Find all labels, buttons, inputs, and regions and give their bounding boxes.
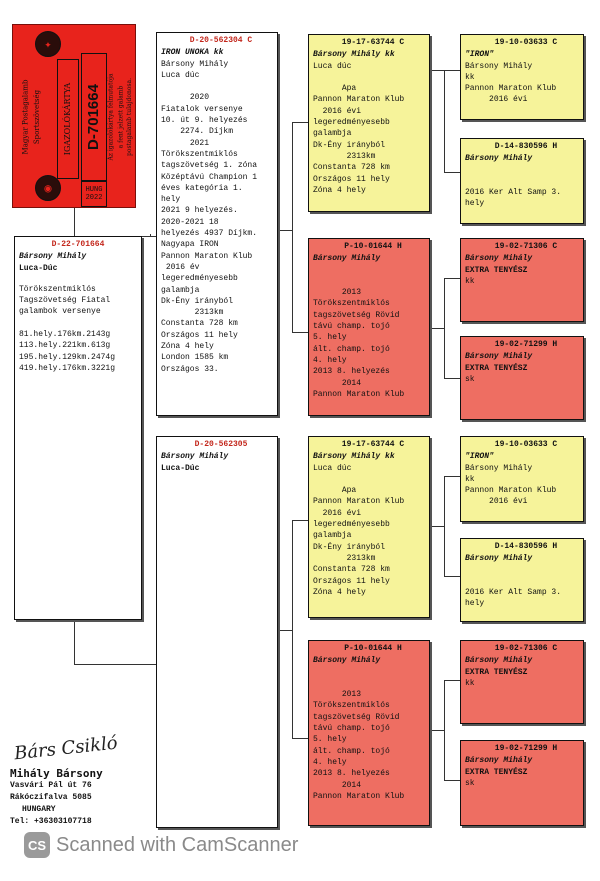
ggp-2-box bbox=[460, 138, 584, 224]
granddam-results: 2013 Törökszentmiklós tagszövetség Rövid távú champ. tojó 5. hely ált. champ. tojó 4. hely 2013 8. helyezés 2014 Pannon Maraton Klub bbox=[313, 288, 405, 399]
subject-results: Törökszentmiklós Tagszövetség Fiatal galambok versenye 81.hely.176km.2143g 113.hely.221km.613g 195.hely.129km.2474g 419.hely.176km.3221g bbox=[19, 284, 116, 373]
ggp-2-owner: Bársony Mihály bbox=[465, 154, 533, 164]
ggp-7-results: kk bbox=[465, 678, 475, 688]
ggp-6-results: 2016 Ker Alt Samp 3. hely bbox=[465, 588, 562, 609]
dam-granddam-owner: Bársony Mihály bbox=[313, 656, 381, 666]
address-street: Vasvári Pál út 76 bbox=[10, 781, 92, 790]
ggp-1-owner: Bársony Mihály bbox=[465, 61, 533, 71]
grandsire-name: Luca dúc bbox=[313, 61, 352, 71]
dam-ring-number: D-20-562305 bbox=[194, 440, 248, 449]
ggp-4-results: sk bbox=[465, 374, 475, 384]
grandsire-results: Apa Pannon Maraton Klub 2016 évi legeredményesebb galambja Dk-Ény irányból 2313km Constanta 728 km Országos 11 hely Zóna 4 hely bbox=[313, 84, 405, 195]
card-title-tag bbox=[57, 59, 79, 179]
ggp-4-ring-number: 19-02-71299 H bbox=[494, 340, 558, 349]
sire-name: Luca dúc bbox=[161, 70, 200, 80]
watermark-text: Scanned with CamScanner bbox=[56, 833, 299, 856]
ggp-6-owner: Bársony Mihály bbox=[465, 554, 533, 564]
address-phone: Tel: +36303107718 bbox=[10, 817, 92, 826]
globe-emblem-icon: ◉ bbox=[35, 175, 61, 201]
ggp-4-box bbox=[460, 336, 584, 420]
ggp-3-extra: EXTRA TENYÉSZ bbox=[465, 265, 528, 275]
dam-box bbox=[156, 436, 278, 828]
ggp-6-box bbox=[460, 538, 584, 622]
card-country: HUNG bbox=[85, 186, 103, 194]
ggp-6-ring-number: D-14-830596 H bbox=[494, 542, 558, 551]
subject-owner: Bársony Mihály bbox=[19, 252, 87, 262]
card-org-line1: Magyar Postagalamb bbox=[21, 79, 29, 155]
card-year: 2022 bbox=[85, 194, 103, 202]
ggp-3-ring-number: 19-02-71306 C bbox=[494, 242, 558, 251]
dam-owner: Bársony Mihály bbox=[161, 452, 229, 462]
ggp-8-box bbox=[460, 740, 584, 826]
ggp-2-results: 2016 Ker Alt Samp 3. hely bbox=[465, 188, 562, 209]
ggp-4-extra: EXTRA TENYÉSZ bbox=[465, 363, 528, 373]
dam-grandsire-name: Luca dúc bbox=[313, 463, 352, 473]
subject-ring-number: D-22-701664 bbox=[51, 240, 105, 249]
address-name: Mihály Bársony bbox=[10, 767, 103, 780]
grandsire-ring-number: 19-17-63744 C bbox=[341, 38, 405, 47]
dam-grandsire-results: Apa Pannon Maraton Klub 2016 évi legeredményesebb galambja Dk-Ény irányból 2313km Constanta 728 km Országos 11 hely Zóna 4 hely bbox=[313, 486, 405, 597]
ggp-7-extra: EXTRA TENYÉSZ bbox=[465, 667, 528, 677]
ggp-7-ring-number: 19-02-71306 C bbox=[494, 644, 558, 653]
card-country-tag bbox=[81, 181, 107, 207]
dam-granddam-ring-number: P-10-01644 H bbox=[344, 644, 402, 653]
ggp-3-results: kk bbox=[465, 276, 475, 286]
ggp-5-title: "IRON" bbox=[465, 452, 494, 462]
card-title: IGAZOLÓKÁRTYA bbox=[63, 82, 72, 156]
owner-address bbox=[10, 768, 103, 828]
camscanner-watermark bbox=[24, 832, 298, 858]
ggp-1-ring-number: 19-10-03633 C bbox=[494, 38, 558, 47]
ggp-1-title: "IRON" bbox=[465, 50, 494, 60]
dam-name: Luca-Dúc bbox=[161, 463, 200, 473]
card-org-line2: Sportszövetség bbox=[33, 89, 41, 145]
card-note-line3: postagalamb tulajdonosa. bbox=[126, 78, 133, 156]
dam-grandsire-owner: Bársony Mihály kk bbox=[313, 452, 395, 462]
card-note-line1: Az igazolókártya felmutatója bbox=[108, 73, 116, 161]
ggp-1-box bbox=[460, 34, 584, 120]
sire-owner: Bársony Mihály bbox=[161, 59, 229, 69]
ggp-8-owner: Bársony Mihály bbox=[465, 756, 533, 766]
dam-grandsire-ring-number: 19-17-63744 C bbox=[341, 440, 405, 449]
ggp-7-owner: Bársony Mihály bbox=[465, 656, 533, 666]
signature: Bárs Csikló bbox=[13, 732, 119, 765]
subject-name: Luca-Dúc bbox=[19, 263, 58, 273]
sire-results: 2020 Fiatalok versenye 10. út 9. helyezés 2274. Díjkm 2021 Törökszentmiklós tagszövetség 1. zóna Középtávú Champion 1 éves kategória 1. hely 2021 9 helyezés. 2020-2021 18 helyezés 4937 Díjkm. Nagyapa IRON Pannon Maraton Klub 2016 év legeredményesebb galambja Dk-Ény irányból 2313km Constanta 728 km Országos 11 hely Zóna 4 hely London 1585 km Országos 33. bbox=[161, 93, 258, 374]
card-number-tag bbox=[81, 53, 107, 181]
granddam-owner: Bársony Mihály bbox=[313, 254, 381, 264]
ggp-5-box bbox=[460, 436, 584, 522]
address-country: HUNGARY bbox=[22, 805, 56, 814]
pigeon-id-card bbox=[12, 24, 136, 208]
ggp-8-extra: EXTRA TENYÉSZ bbox=[465, 767, 528, 777]
ggp-8-ring-number: 19-02-71299 H bbox=[494, 744, 558, 753]
association-logo-icon: ✦ bbox=[35, 31, 61, 57]
dam-granddam-box bbox=[308, 640, 430, 826]
ggp-3-owner: Bársony Mihály bbox=[465, 254, 533, 264]
card-number: D-701664 bbox=[85, 84, 103, 150]
sire-title: IRON UNOKA kk bbox=[161, 48, 224, 58]
granddam-box bbox=[308, 238, 430, 416]
camscanner-logo-icon: CS bbox=[24, 832, 50, 858]
ggp-5-results: kk Pannon Maraton Klub 2016 évi bbox=[465, 474, 557, 507]
ggp-2-ring-number: D-14-830596 H bbox=[494, 142, 558, 151]
ggp-5-ring-number: 19-10-03633 C bbox=[494, 440, 558, 449]
address-city: Rákóczifalva 5085 bbox=[10, 793, 92, 802]
granddam-ring-number: P-10-01644 H bbox=[344, 242, 402, 251]
ggp-7-box bbox=[460, 640, 584, 724]
ggp-1-results: kk Pannon Maraton Klub 2016 évi bbox=[465, 72, 557, 105]
grandsire-owner: Bársony Mihály kk bbox=[313, 50, 395, 60]
dam-grandsire-box bbox=[308, 436, 430, 618]
dam-granddam-results: 2013 Törökszentmiklós tagszövetség Rövid távú champ. tojó 5. hely ált. champ. tojó 4. hely 2013 8. helyezés 2014 Pannon Maraton Klub bbox=[313, 690, 405, 801]
grandsire-box bbox=[308, 34, 430, 212]
sire-box bbox=[156, 32, 278, 416]
sire-ring-number: D-20-562304 C bbox=[189, 36, 253, 45]
ggp-3-box bbox=[460, 238, 584, 322]
ggp-8-results: sk bbox=[465, 778, 475, 788]
ggp-5-owner: Bársony Mihály bbox=[465, 463, 533, 473]
card-note-line2: a fent jelzett galamb bbox=[117, 85, 124, 149]
subject-pigeon-box bbox=[14, 236, 142, 620]
ggp-4-owner: Bársony Mihály bbox=[465, 352, 533, 362]
